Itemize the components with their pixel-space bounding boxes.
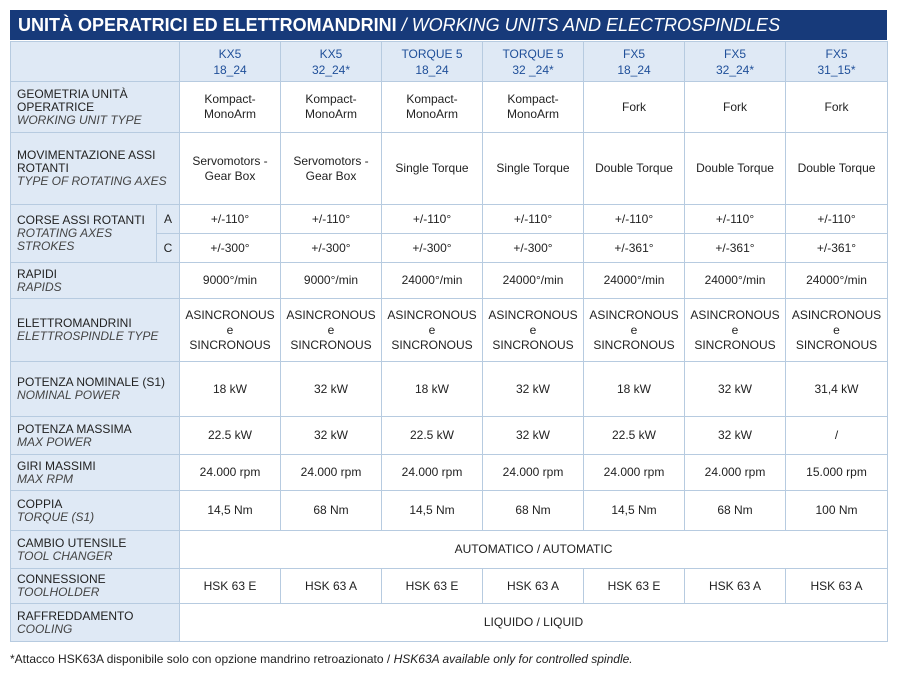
column-header: FX5 32_24* xyxy=(685,42,786,82)
table-cell: Single Torque xyxy=(382,133,483,205)
table-cell: +/-300° xyxy=(281,234,382,263)
row-label: CONNESSIONE TOOLHOLDER xyxy=(11,569,180,604)
table-cell: Kompact- MonoArm xyxy=(281,82,382,133)
table-cell: Double Torque xyxy=(584,133,685,205)
table-cell: Fork xyxy=(786,82,888,133)
table-cell: +/-110° xyxy=(281,205,382,234)
table-cell: 24000°/min xyxy=(786,263,888,299)
row-label: ELETTROMANDRINI ELETTROSPINDLE TYPE xyxy=(11,299,180,362)
table-cell: Kompact- MonoArm xyxy=(483,82,584,133)
header-row xyxy=(11,42,888,82)
table-cell: LIQUIDO / LIQUID xyxy=(180,604,888,642)
table-cell: 22.5 kW xyxy=(584,417,685,455)
table-cell: Servomotors - Gear Box xyxy=(281,133,382,205)
table-cell: Servomotors - Gear Box xyxy=(180,133,281,205)
table-cell: ASINCRONOUS e SINCRONOUS xyxy=(685,299,786,362)
row-label: POTENZA MASSIMA MAX POWER xyxy=(11,417,180,455)
row-label: RAPIDI RAPIDS xyxy=(11,263,180,299)
table-cell: +/-361° xyxy=(685,234,786,263)
table-cell: 24.000 rpm xyxy=(483,455,584,491)
table-cell: ASINCRONOUS e SINCRONOUS xyxy=(483,299,584,362)
table-cell: 22.5 kW xyxy=(382,417,483,455)
row-toolholder xyxy=(11,569,888,604)
footnote-italian: *Attacco HSK63A disponibile solo con opzione mandrino retroazionato xyxy=(10,652,384,666)
table-cell: HSK 63 E xyxy=(382,569,483,604)
table-cell: ASINCRONOUS e SINCRONOUS xyxy=(584,299,685,362)
table-cell: 32 kW xyxy=(685,417,786,455)
row-label: GIRI MASSIMI MAX RPM xyxy=(11,455,180,491)
column-header: FX5 18_24 xyxy=(584,42,685,82)
table-cell: Fork xyxy=(685,82,786,133)
row-max-power xyxy=(11,417,888,455)
row-label: POTENZA NOMINALE (S1) NOMINAL POWER xyxy=(11,362,180,417)
footnote xyxy=(10,652,633,666)
axis-a-label: A xyxy=(157,205,180,234)
spec-table xyxy=(10,41,888,642)
table-cell: 14,5 Nm xyxy=(382,491,483,531)
row-tool-changer xyxy=(11,531,888,569)
table-cell: 32 kW xyxy=(483,417,584,455)
table-cell: 24000°/min xyxy=(382,263,483,299)
table-cell: +/-361° xyxy=(786,234,888,263)
table-cell: ASINCRONOUS e SINCRONOUS xyxy=(786,299,888,362)
table-cell: 24000°/min xyxy=(685,263,786,299)
table-cell: +/-361° xyxy=(584,234,685,263)
table-cell: 14,5 Nm xyxy=(180,491,281,531)
table-cell: 32 kW xyxy=(483,362,584,417)
row-rotating-axes xyxy=(11,133,888,205)
column-header: TORQUE 5 32 _24* xyxy=(483,42,584,82)
table-cell: Single Torque xyxy=(483,133,584,205)
column-header: TORQUE 5 18_24 xyxy=(382,42,483,82)
table-cell: +/-300° xyxy=(382,234,483,263)
footnote-english: HSK63A available only for controlled spindle. xyxy=(393,652,633,666)
table-cell: 18 kW xyxy=(584,362,685,417)
axis-c-label: C xyxy=(157,234,180,263)
row-max-rpm xyxy=(11,455,888,491)
table-cell: +/-300° xyxy=(483,234,584,263)
table-title-bar xyxy=(10,10,887,40)
row-spindle-type xyxy=(11,299,888,362)
table-cell: 68 Nm xyxy=(483,491,584,531)
title-separator: / xyxy=(396,15,412,35)
table-cell: 24.000 rpm xyxy=(584,455,685,491)
row-torque xyxy=(11,491,888,531)
row-cooling xyxy=(11,604,888,642)
table-cell: +/-110° xyxy=(483,205,584,234)
row-label: COPPIA TORQUE (S1) xyxy=(11,491,180,531)
table-cell: HSK 63 A xyxy=(786,569,888,604)
table-cell: 68 Nm xyxy=(281,491,382,531)
title-english: WORKING UNITS AND ELECTROSPINDLES xyxy=(411,15,781,35)
row-strokes-a xyxy=(11,205,888,234)
table-cell: +/-300° xyxy=(180,234,281,263)
row-rapids xyxy=(11,263,888,299)
table-cell: 32 kW xyxy=(281,417,382,455)
header-corner xyxy=(11,42,180,82)
table-cell: Kompact- MonoArm xyxy=(382,82,483,133)
table-cell: +/-110° xyxy=(180,205,281,234)
table-cell: HSK 63 A xyxy=(281,569,382,604)
table-cell: 100 Nm xyxy=(786,491,888,531)
table-cell: Double Torque xyxy=(685,133,786,205)
column-header: FX5 31_15* xyxy=(786,42,888,82)
title-italian: UNITÀ OPERATRICI ED ELETTROMANDRINI xyxy=(18,15,397,35)
table-cell: HSK 63 E xyxy=(180,569,281,604)
table-cell: 32 kW xyxy=(685,362,786,417)
row-label: CAMBIO UTENSILE TOOL CHANGER xyxy=(11,531,180,569)
table-cell: Kompact- MonoArm xyxy=(180,82,281,133)
table-cell: 18 kW xyxy=(180,362,281,417)
column-header: KX5 18_24 xyxy=(180,42,281,82)
table-cell: HSK 63 E xyxy=(584,569,685,604)
footnote-separator: / xyxy=(383,652,394,666)
table-cell: 24.000 rpm xyxy=(685,455,786,491)
table-cell: +/-110° xyxy=(786,205,888,234)
row-label: CORSE ASSI ROTANTI ROTATING AXES STROKES xyxy=(11,205,157,263)
table-cell: ASINCRONOUS e SINCRONOUS xyxy=(382,299,483,362)
table-cell: +/-110° xyxy=(584,205,685,234)
table-cell: 24.000 rpm xyxy=(281,455,382,491)
row-nominal-power xyxy=(11,362,888,417)
table-cell: +/-110° xyxy=(685,205,786,234)
row-label: MOVIMENTAZIONE ASSI ROTANTI TYPE OF ROTATING AXES xyxy=(11,133,180,205)
table-cell: +/-110° xyxy=(382,205,483,234)
table-cell: 32 kW xyxy=(281,362,382,417)
table-cell: 24.000 rpm xyxy=(382,455,483,491)
table-cell: ASINCRONOUS e SINCRONOUS xyxy=(180,299,281,362)
table-cell: Double Torque xyxy=(786,133,888,205)
table-cell: 68 Nm xyxy=(685,491,786,531)
table-cell: HSK 63 A xyxy=(483,569,584,604)
table-cell: 24000°/min xyxy=(483,263,584,299)
table-cell: 9000°/min xyxy=(180,263,281,299)
table-cell: 14,5 Nm xyxy=(584,491,685,531)
row-label: GEOMETRIA UNITÀ OPERATRICE WORKING UNIT TYPE xyxy=(11,82,180,133)
table-cell: 18 kW xyxy=(382,362,483,417)
table-cell: 22.5 kW xyxy=(180,417,281,455)
row-unit-type xyxy=(11,82,888,133)
table-cell: 31,4 kW xyxy=(786,362,888,417)
table-cell: 15.000 rpm xyxy=(786,455,888,491)
table-cell: HSK 63 A xyxy=(685,569,786,604)
column-header: KX5 32_24* xyxy=(281,42,382,82)
table-cell: 24000°/min xyxy=(584,263,685,299)
row-label: RAFFREDDAMENTO COOLING xyxy=(11,604,180,642)
table-cell: ASINCRONOUS e SINCRONOUS xyxy=(281,299,382,362)
table-cell: 9000°/min xyxy=(281,263,382,299)
table-cell: 24.000 rpm xyxy=(180,455,281,491)
table-cell: Fork xyxy=(584,82,685,133)
table-cell: AUTOMATICO / AUTOMATIC xyxy=(180,531,888,569)
table-cell: / xyxy=(786,417,888,455)
